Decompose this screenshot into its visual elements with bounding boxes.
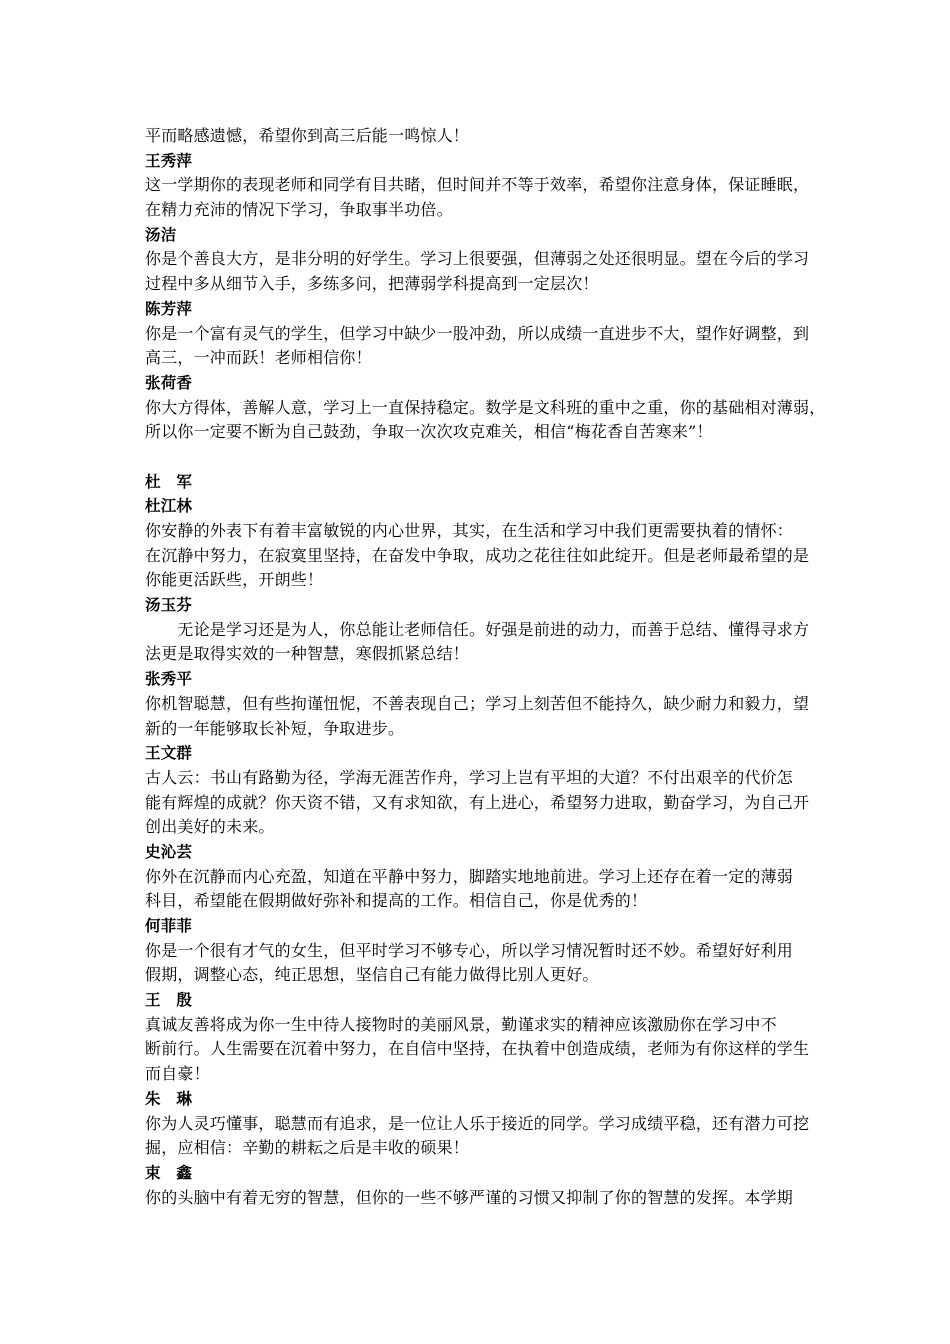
comment-line: 你能更活跃些，开朗些！ xyxy=(145,570,324,590)
comment-line: 掘，应相信：辛勤的耕耘之后是丰收的硕果！ xyxy=(145,1138,470,1158)
comment-line: 你大方得体，善解人意，学习上一直保持稳定。数学是文科班的重中之重，你的基础相对薄弱， xyxy=(145,397,826,417)
comment-line: 在精力充沛的情况下学习，争取事半功倍。 xyxy=(145,200,453,220)
student-name: 束 鑫 xyxy=(145,1163,193,1182)
student-name: 汤洁 xyxy=(145,225,177,244)
comment-line: 科目，希望能在假期做好弥补和提高的工作。相信自己，你是优秀的！ xyxy=(145,891,648,911)
student-name: 王秀萍 xyxy=(145,151,193,170)
intro-line: 平而略感遗憾，希望你到高三后能一鸣惊人！ xyxy=(145,126,470,145)
comment-line: 所以你一定要不断为自己鼓劲，争取一次次攻克难关，相信“梅花香自苦寒来”！ xyxy=(145,422,713,442)
comment-line: 而自豪！ xyxy=(145,1064,210,1084)
comment-line: 你外在沉静而内心充盈，知道在平静中努力，脚踏实地地前进。学习上还存在着一定的薄弱 xyxy=(145,866,794,886)
comments-section-1 xyxy=(145,149,825,445)
comment-line: 断前行。人生需要在沉着中努力，在自信中坚持，在执着中创造成绩，老师为有你这样的学生 xyxy=(145,1039,810,1059)
student-name: 陈芳萍 xyxy=(145,299,193,318)
student-name: 史沁芸 xyxy=(145,842,193,861)
comment-line: 真诚友善将成为你一生中待人接物时的美丽风景，勤谨求实的精神应该激励你在学习中不 xyxy=(145,1014,777,1034)
comment-line: 你是一个富有灵气的学生，但学习中缺少一股冲劲，所以成绩一直进步不大，望作好调整，到 xyxy=(145,323,810,343)
comment-line: 过程中多从细节入手，多练多问，把薄弱学科提高到一定层次！ xyxy=(145,274,599,294)
comment-line: 假期，调整心态，纯正思想，坚信自己有能力做得比别人更好。 xyxy=(145,965,599,985)
student-name: 王文群 xyxy=(145,744,193,763)
student-name: 汤玉芬 xyxy=(145,596,193,615)
section-gap xyxy=(145,445,825,470)
comment-line: 创出美好的未来。 xyxy=(145,817,275,837)
comment-line: 你为人灵巧懂事，聪慧而有追求，是一位让人乐于接近的同学。学习成绩平稳，还有潜力可挖 xyxy=(145,1113,810,1133)
comment-line: 你是个善良大方，是非分明的好学生。学习上很要强，但薄弱之处还很明显。望在今后的学习 xyxy=(145,249,810,269)
comment-line: 你安静的外表下有着丰富敏锐的内心世界，其实，在生活和学习中我们更需要执着的情怀： xyxy=(145,521,794,540)
comment-line: 你是一个很有才气的女生，但平时学习不够专心，所以学习情况暂时还不妙。希望好好利用 xyxy=(145,940,794,960)
student-name: 何菲菲 xyxy=(145,917,193,935)
comment-line: 能有辉煌的成就？你天资不错，又有求知欲，有上进心，希望努力进取，勤奋学习，为自己开 xyxy=(145,792,810,812)
student-name: 张秀平 xyxy=(145,670,193,689)
comment-line: 你机智聪慧，但有些拘谨忸怩，不善表现自己；学习上刻苦但不能持久，缺少耐力和毅力，望 xyxy=(145,693,810,713)
student-name: 张荷香 xyxy=(145,373,193,392)
student-name: 王 殷 xyxy=(145,991,193,1010)
comment-line: 这一学期你的表现老师和同学有目共睹，但时间并不等于效率，希望你注意身体，保证睡眠， xyxy=(145,175,810,195)
comment-line: 在沉静中努力，在寂寞里坚持，在奋发中争取，成功之花往往如此绽开。但是老师最希望的是 xyxy=(145,545,810,565)
comment-line: 高三，一冲而跃！老师相信你！ xyxy=(145,348,372,368)
student-name: 朱 琳 xyxy=(145,1089,193,1108)
comment-line: 新的一年能够取长补短，争取进步。 xyxy=(145,718,405,738)
comment-line: 古人云：书山有路勤为径，学海无涯苦作舟，学习上岂有平坦的大道？不付出艰辛的代价怎 xyxy=(145,767,794,787)
student-name: 杜江林 xyxy=(145,497,193,516)
comment-line: 法更是取得实效的一种智慧，寒假抓紧总结！ xyxy=(145,644,470,664)
section-heading: 杜 军 xyxy=(145,472,193,491)
comment-line: 你的头脑中有着无穷的智慧，但你的一些不够严谨的习惯又抑制了你的智慧的发挥。本学期 xyxy=(145,1187,794,1207)
comments-section-2 xyxy=(145,494,825,1210)
comment-line: 无论是学习还是为人，你总能让老师信任。好强是前进的动力，而善于总结、懂得寻求方 xyxy=(145,619,810,639)
document-page xyxy=(145,124,825,1210)
